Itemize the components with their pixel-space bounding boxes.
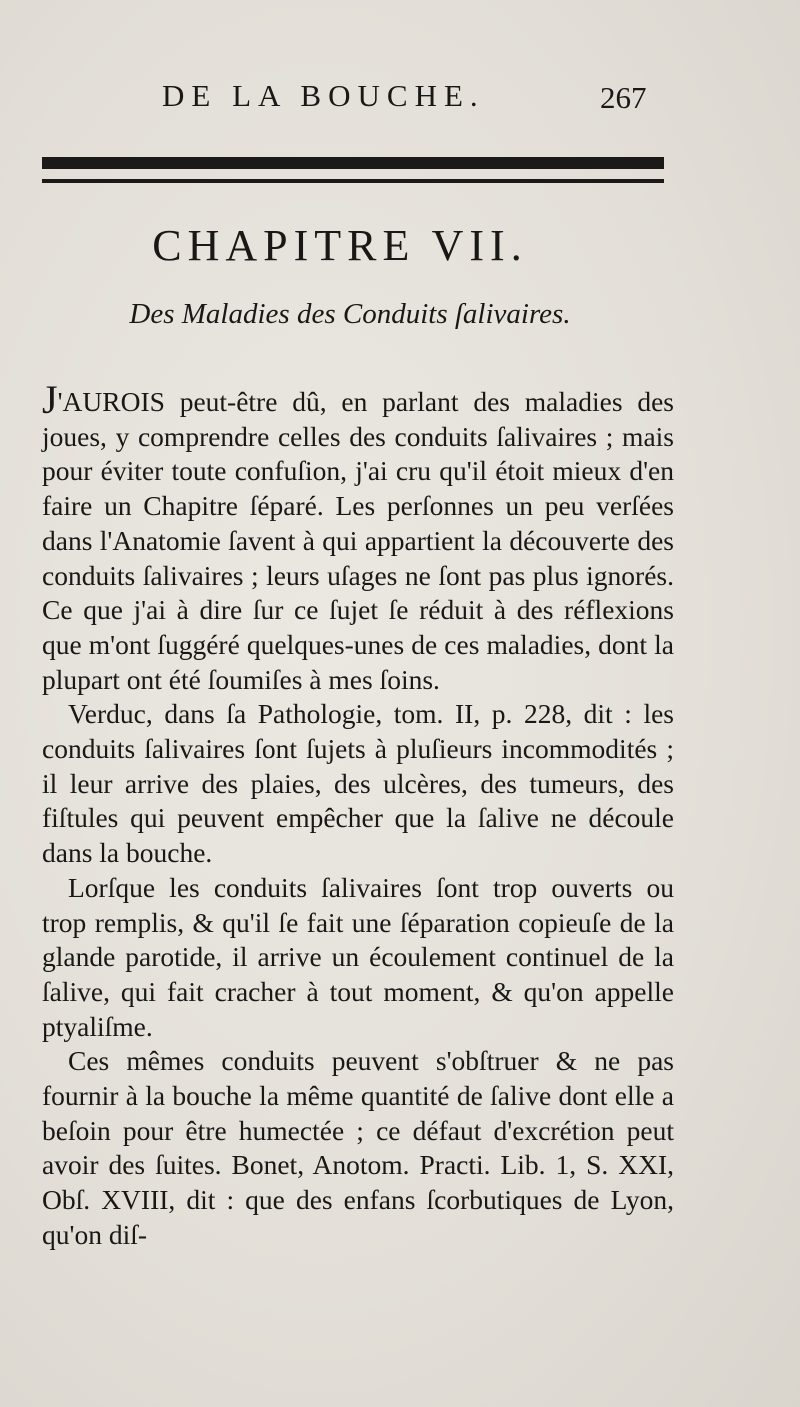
chapter-title: CHAPITRE VII. (152, 221, 528, 270)
paragraph-2: Verduc, dans ſa Pathologie, tom. II, p. 228, dit : les conduits ſalivaires ſont ſujets à pluſieurs incommodités ; il leur arrive des plaies, des ulcères, des tumeurs, des fiſtules qui peuvent empêcher que la ſalive ne découle dans la bouche. (42, 698, 674, 869)
ornamental-rule-thin (42, 179, 664, 183)
page-number: 267 (600, 80, 647, 115)
paragraph-4: Ces mêmes conduits peuvent s'obſtruer & ne pas fournir à la bouche la même quantité de ſalive dont elle a beſoin pour être humectée ; ce défaut d'excrétion peut avoir des ſuites. Bonet, Anotom. Practi. Lib. 1, S. XXI, Obſ. XVIII, dit : que des enfans ſcorbutiques de Lyon, qu'on diſ- (42, 1045, 674, 1250)
chapter-subtitle: Des Maladies des Conduits ſalivaires. (129, 298, 571, 330)
paragraph-3: Lorſque les conduits ſalivaires ſont trop ouverts ou trop remplis, & qu'il ſe fait une ſéparation copieuſe de la glande parotide, il arrive un écoulement continuel de la ſalive, qui fait cracher à tout moment, & qu'on appelle ptyaliſme. (42, 871, 674, 1042)
ornamental-rule-thick (42, 157, 664, 169)
drop-cap: J (42, 377, 58, 422)
running-header (0, 78, 800, 118)
paragraph-1 (42, 377, 674, 697)
body-text (42, 377, 674, 1253)
running-title: DE LA BOUCHE. (162, 78, 485, 113)
opening-word: 'AUROIS (57, 386, 165, 417)
paragraph-1-text: peut-être dû, en parlant des maladies des joues, y comprendre celles des conduits ſalivaires ; mais pour éviter toute confuſion, j'ai cru qu'il étoit mieux d'en faire un Chapitre ſéparé. Les perſonnes un peu verſées dans l'Anatomie ſavent à qui appartient la découverte des conduits ſalivaires ; leurs uſages ne ſont pas plus ignorés. Ce que j'ai à dire ſur ce ſujet ſe réduit à des réflexions que m'ont ſuggéré quelques-unes de ces maladies, dont la plupart ont été ſoumiſes à mes ſoins. (42, 386, 674, 695)
